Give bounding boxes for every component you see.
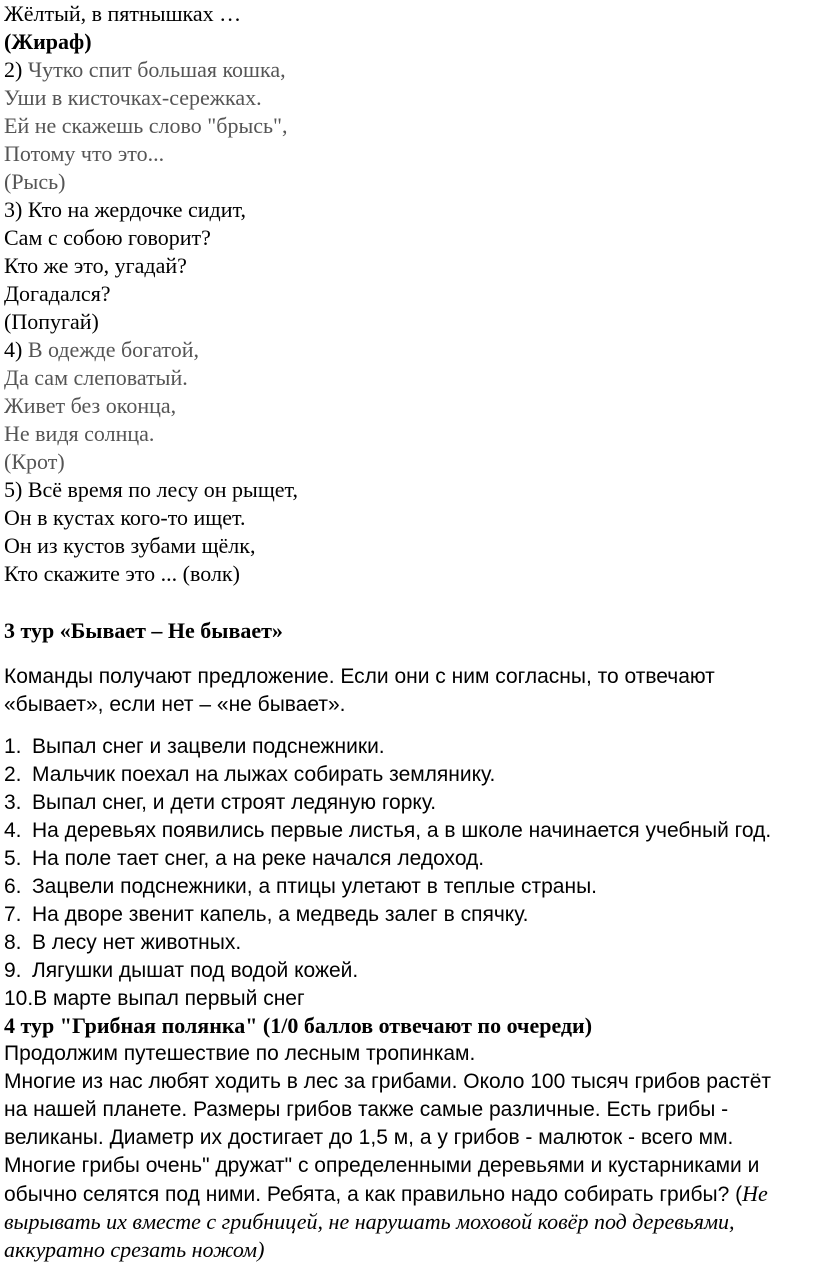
riddle-number: 3) bbox=[4, 197, 23, 222]
riddle-line: Кто же это, угадай? bbox=[4, 253, 187, 278]
list-number: 3. bbox=[4, 791, 22, 814]
riddle-answer-parrot: (Попугай) bbox=[4, 309, 99, 334]
riddle-line: Жёлтый, в пятнышках … bbox=[4, 1, 242, 26]
riddle-5-first-line bbox=[4, 476, 298, 504]
riddle-2-first-line bbox=[4, 56, 286, 84]
riddle-4-first-line bbox=[4, 336, 199, 364]
riddle-line: Сам с собою говорит? bbox=[4, 225, 211, 250]
list-item bbox=[4, 789, 436, 817]
list-item bbox=[4, 733, 385, 761]
riddle-number: 4) bbox=[4, 337, 23, 362]
list-item bbox=[4, 761, 495, 789]
list-number: 9. bbox=[4, 959, 22, 982]
riddle-line: Догадался? bbox=[4, 281, 111, 306]
list-text: На дворе звенит капель, а медведь залег в спячку. bbox=[32, 903, 529, 926]
list-text: На поле тает снег, а на реке начался ледоход. bbox=[32, 847, 485, 870]
list-text: В марте выпал первый снег bbox=[33, 987, 305, 1010]
riddle-number: 2) bbox=[4, 57, 23, 82]
riddle-answer-lynx: (Рысь) bbox=[4, 169, 66, 194]
list-number: 6. bbox=[4, 875, 22, 898]
riddle-line: Он из кустов зубами щёлк, bbox=[4, 533, 256, 558]
list-number: 8. bbox=[4, 931, 22, 954]
list-item bbox=[4, 817, 771, 845]
riddle-answer-giraffe: (Жираф) bbox=[4, 29, 92, 54]
riddle-text: Чутко спит большая кошка, bbox=[27, 57, 286, 82]
list-number: 5. bbox=[4, 847, 22, 870]
riddle-text: Всё время по лесу он рыщет, bbox=[27, 477, 298, 502]
round-4-paragraph-line: Многие из нас любят ходить в лес за грибами. Около 100 тысяч грибов растёт bbox=[4, 1070, 772, 1093]
list-number: 10. bbox=[4, 987, 34, 1010]
riddle-line: Не видя солнца. bbox=[4, 421, 155, 446]
list-text: На деревьях появились первые листья, а в школе начинается учебный год. bbox=[32, 819, 772, 842]
list-number: 1. bbox=[4, 735, 22, 758]
list-text: Мальчик поехал на лыжах собирать землянику. bbox=[32, 763, 496, 786]
list-number: 2. bbox=[4, 763, 22, 786]
list-text: Зацвели подснежники, а птицы улетают в теплые страны. bbox=[32, 875, 598, 898]
answer-hint-line: вырывать их вместе с грибницей, не нарушать моховой ковёр под деревьями, bbox=[4, 1209, 735, 1234]
riddle-answer-mole: (Крот) bbox=[4, 449, 65, 474]
riddle-line: Он в кустах кого-то ищет. bbox=[4, 505, 246, 530]
round-4-paragraph-line: Многие грибы очень" дружат" с определенными деревьями и кустарниками и bbox=[4, 1154, 760, 1177]
riddle-3-first-line bbox=[4, 196, 246, 224]
list-text: В лесу нет животных. bbox=[32, 931, 242, 954]
round-3-intro-line: «бывает», если нет – «не бывает». bbox=[4, 693, 346, 716]
riddle-line: Потому что это... bbox=[4, 141, 165, 166]
riddle-text: В одежде богатой, bbox=[27, 337, 199, 362]
round-4-paragraph-line bbox=[4, 1180, 768, 1209]
round-4-paragraph-line: Продолжим путешествие по лесным тропинкам. bbox=[4, 1042, 476, 1065]
round-4-paragraph-line: на нашей планете. Размеры грибов также самые различные. Есть грибы - bbox=[4, 1098, 729, 1121]
list-text: Выпал снег, и дети строят ледяную горку. bbox=[32, 791, 437, 814]
riddle-line: Да сам слеповатый. bbox=[4, 365, 188, 390]
round-3-intro-line: Команды получают предложение. Если они с ним согласны, то отвечают bbox=[4, 665, 715, 688]
round-4-paragraph-line: великаны. Диаметр их достигает до 1,5 м, а у грибов - малюток - всего мм. bbox=[4, 1126, 734, 1149]
riddle-number: 5) bbox=[4, 477, 23, 502]
riddle-line: Кто скажите это ... (волк) bbox=[4, 561, 240, 586]
riddle-text: Кто на жердочке сидит, bbox=[27, 197, 246, 222]
riddle-line: Живет без оконца, bbox=[4, 393, 177, 418]
paragraph-text: обычно селятся под ними. Ребята, а как правильно надо собирать грибы? ( bbox=[4, 1183, 743, 1206]
riddle-line: Уши в кисточках-сережках. bbox=[4, 85, 262, 110]
list-text: Лягушки дышат под водой кожей. bbox=[32, 959, 359, 982]
list-number: 7. bbox=[4, 903, 22, 926]
round-4-heading: 4 тур "Грибная полянка" (1/0 баллов отвечают по очереди) bbox=[4, 1013, 593, 1038]
round-3-heading: 3 тур «Бывает – Не бывает» bbox=[4, 618, 283, 643]
list-item bbox=[4, 985, 305, 1013]
list-number: 4. bbox=[4, 819, 22, 842]
list-text: Выпал снег и зацвели подснежники. bbox=[32, 735, 385, 758]
list-item bbox=[4, 873, 597, 901]
list-item bbox=[4, 957, 358, 985]
answer-hint-text: Не bbox=[742, 1181, 768, 1206]
riddle-line: Ей не скажешь слово "брысь", bbox=[4, 113, 288, 138]
list-item bbox=[4, 929, 241, 957]
list-item bbox=[4, 901, 528, 929]
answer-hint-line: аккуратно срезать ножом) bbox=[4, 1237, 265, 1262]
list-item bbox=[4, 845, 484, 873]
